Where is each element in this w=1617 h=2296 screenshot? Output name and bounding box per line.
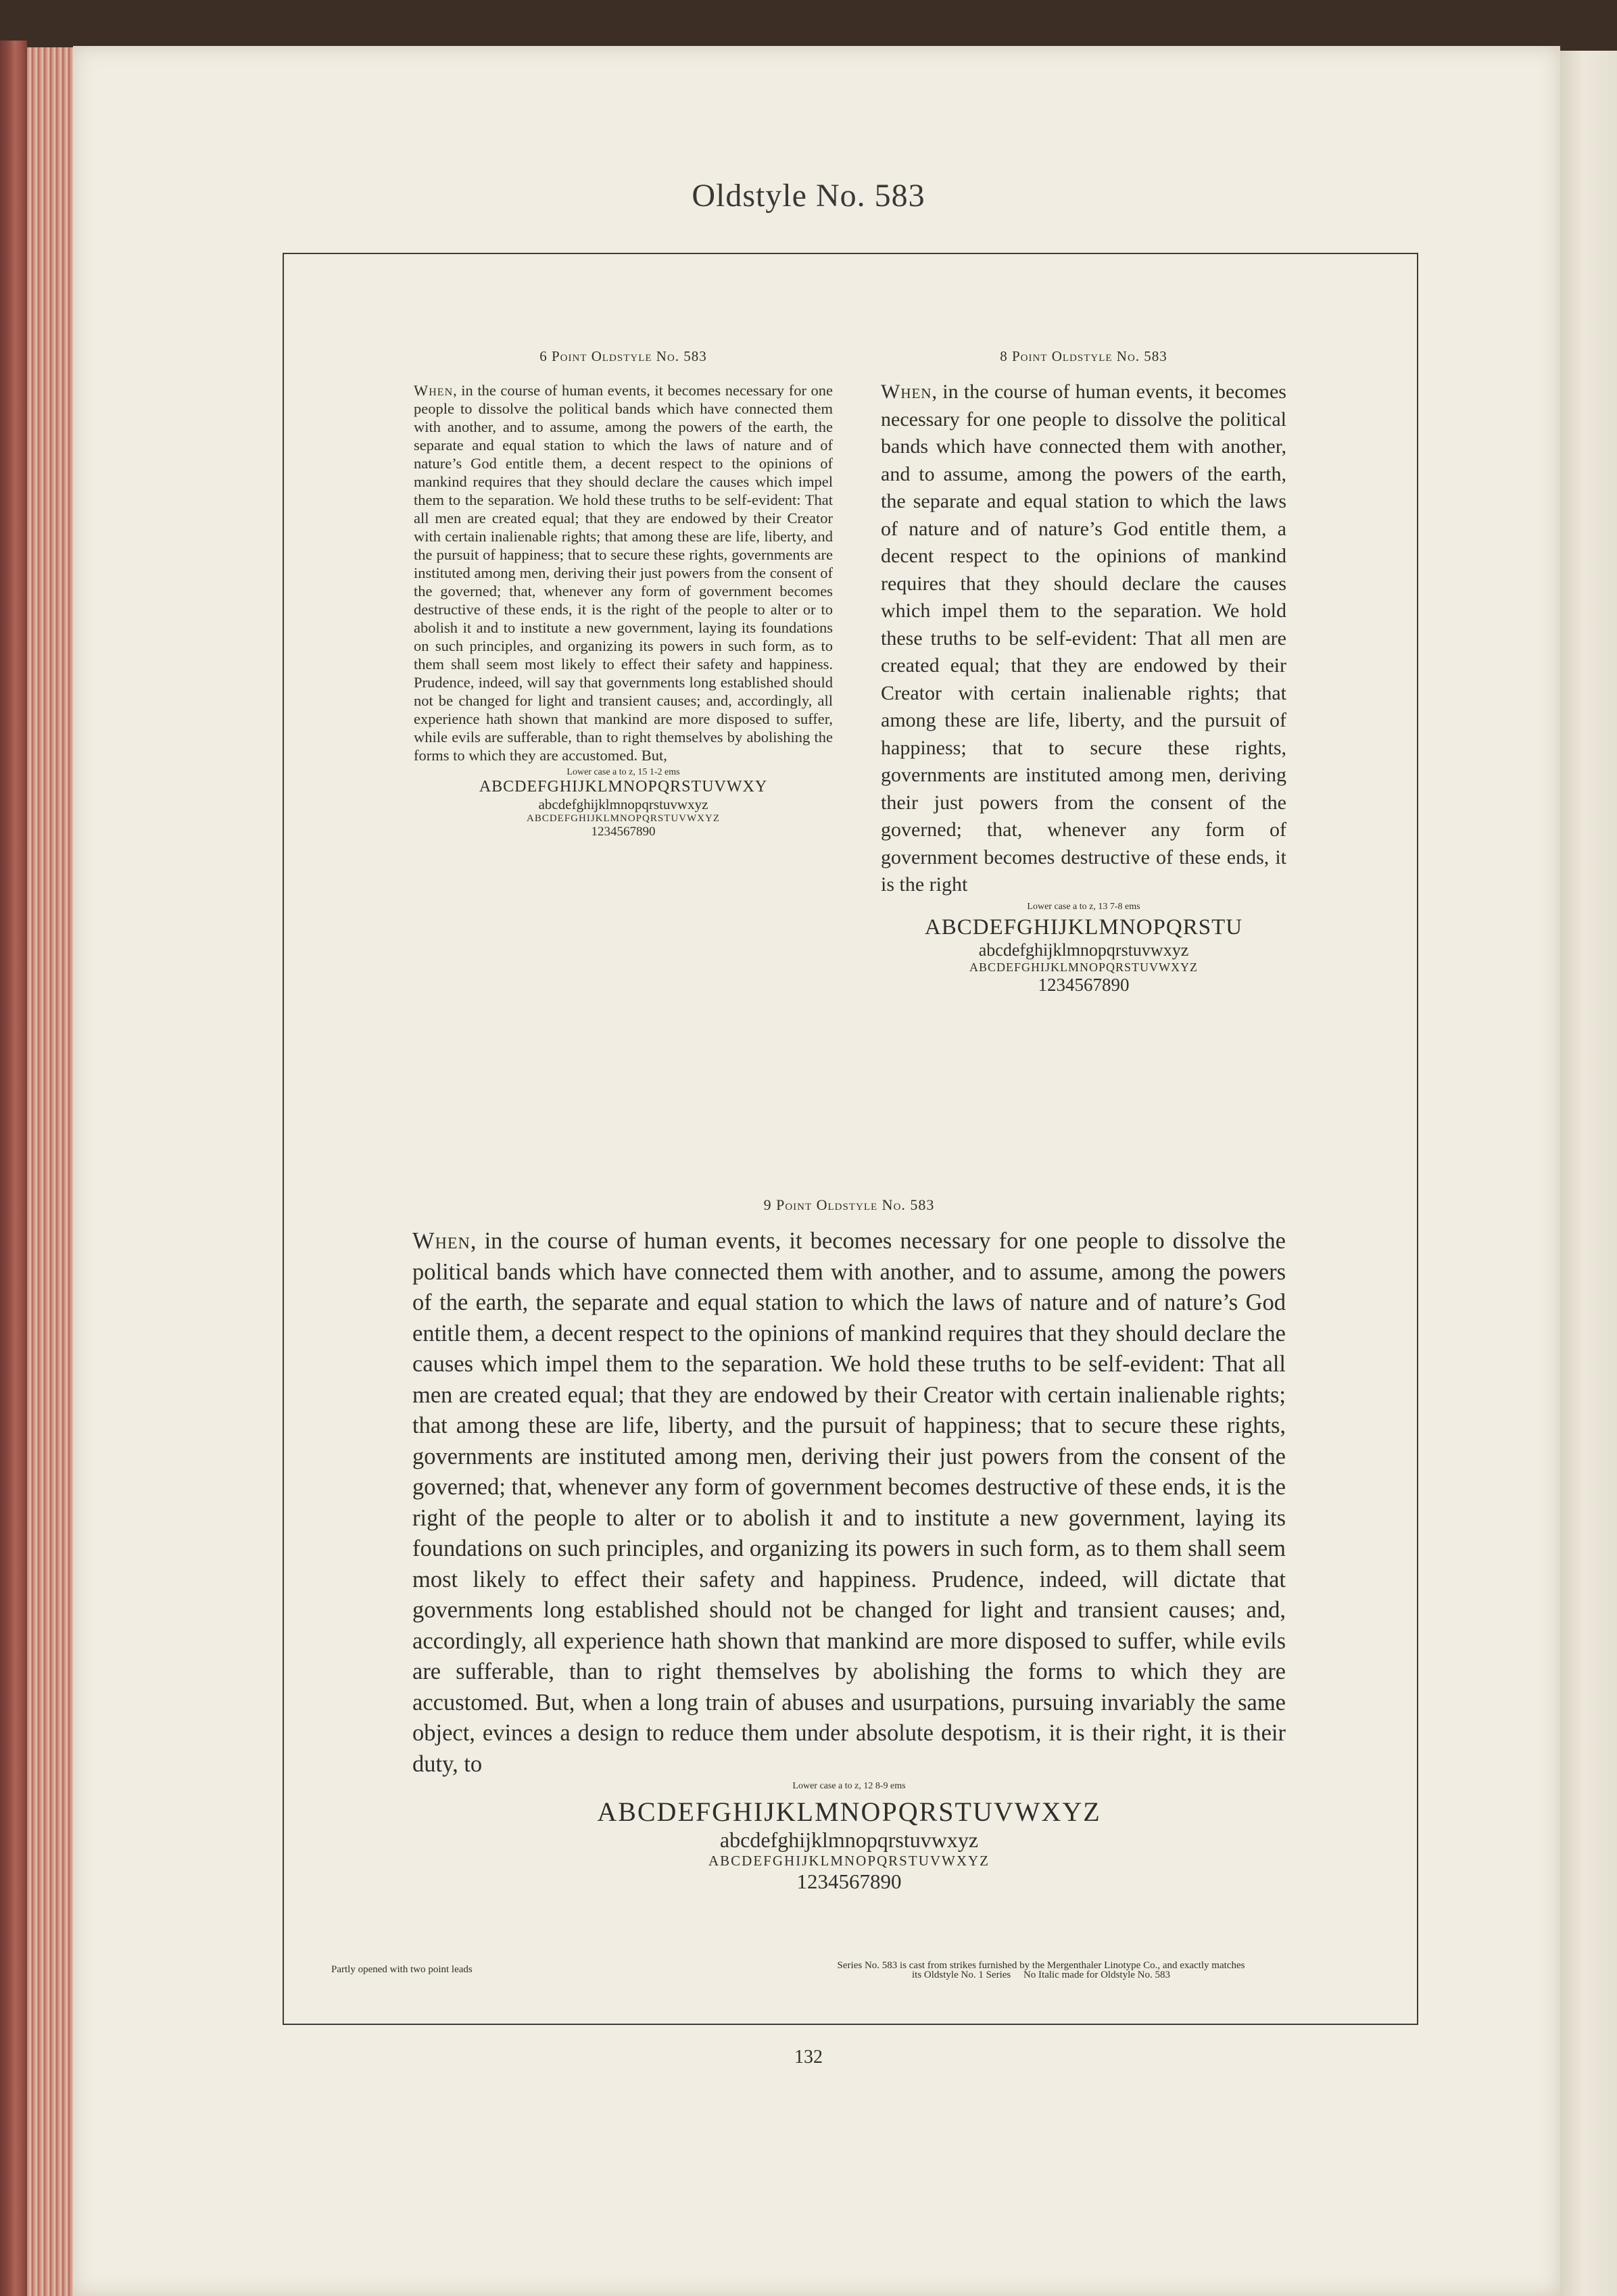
alphabet-lowercase: abcdefghijklmnopqrstuvwxyz: [978, 939, 1189, 960]
specimen-9-point: [412, 1196, 1286, 1894]
page-stack-edge: [27, 47, 74, 2296]
ems-note: Lower case a to z, 13 7-8 ems: [1027, 901, 1140, 912]
footer-note-right: [703, 1961, 1379, 1980]
specimen-body-text: [881, 378, 1286, 899]
footer-note-left: Partly opened with two point leads: [331, 1964, 473, 1975]
running-title: Oldstyle No. 583: [692, 178, 925, 214]
page-number: 132: [794, 2047, 823, 2068]
lead-word: When: [414, 382, 454, 399]
figures: 1234567890: [796, 1870, 902, 1893]
specimen-heading: 6 Point Oldstyle No. 583: [539, 348, 707, 364]
alphabet-capitals: ABCDEFGHIJKLMNOPQRSTUVWXYZ: [597, 1797, 1101, 1827]
body-text: , in the course of human events, it becomes necessary for one people to dissolve the political bands which have connected them with another, and to assume, among the powers of the earth, the separate and equal station to which the laws of nature and of nature’s God entitle them, a decent respect to the opinions of mankind requires that they should declare the causes which impel them to the separation. We hold these truths to be self-evident: That all men are created equal; that they are endowed by their Creator with certain inalienable rights; that among these are life, liberty, and the pursuit of happiness; that to secure these rights, governments are instituted among men, deriving their just powers from the consent of the governed; that, whenever any form of government becomes destructive of these ends, it is the right: [881, 381, 1286, 896]
figures: 1234567890: [1038, 974, 1130, 995]
body-text: , in the course of human events, it becomes necessary for one people to dissolve the political bands which have connected them with another, and to assume, among the powers of the earth, the separate and equal station to which the laws of nature and of nature’s God entitle them, a decent respect to the opinions of mankind requires that they should declare the causes which impel them to the separation. We hold these truths to be self-evident: That all men are created equal; that they are endowed by their Creator with certain inalienable rights; that among these are life, liberty, and the pursuit of happiness; that to secure these rights, governments are instituted among men, deriving their just powers from the consent of the governed; that, whenever any form of government becomes destructive of these ends, it is the right of the people to alter or to abolish it and to institute a new government, laying its foundations on such principles, and organizing its powers in such form, as to them shall seem most likely to effect their safety and happiness. Prudence, indeed, will dictate that governments long established should not be changed for light and transient causes; and, accordingly, all experience hath shown that mankind are more disposed to suffer, while evils are sufferable, than to right themselves by abolishing the forms to which they are accustomed. But, when a long train of abuses and usurpations, pursuing invariably the same object, evinces a design to reduce them under absolute despotism, it is their right, it is their duty, to: [412, 1228, 1286, 1777]
book-edge-binding: [0, 41, 27, 2296]
footer-note-line: Series No. 583 is cast from strikes furnished by the Mergenthaler Linotype Co., and exactly matches: [837, 1960, 1245, 1971]
specimen-body-text: [412, 1226, 1286, 1780]
footer-note-line: its Oldstyle No. 1 Series No Italic made for Oldstyle No. 583: [911, 1970, 1171, 1980]
alphabet-small-capitals: ABCDEFGHIJKLMNOPQRSTUVWXYZ: [526, 813, 720, 824]
adjacent-page-edge: [1560, 51, 1617, 2296]
alphabet-capitals: ABCDEFGHIJKLMNOPQRSTUVWXY: [479, 778, 768, 796]
alphabet-lowercase: abcdefghijklmnopqrstuvwxyz: [719, 1828, 979, 1852]
ems-note: Lower case a to z, 12 8-9 ems: [792, 1781, 906, 1791]
specimen-heading: 9 Point Oldstyle No. 583: [763, 1196, 935, 1213]
alphabet-small-capitals: ABCDEFGHIJKLMNOPQRSTUVWXYZ: [708, 1853, 990, 1869]
figures: 1234567890: [591, 825, 656, 839]
ems-note: Lower case a to z, 15 1-2 ems: [566, 767, 680, 777]
alphabet-small-capitals: ABCDEFGHIJKLMNOPQRSTUVWXYZ: [969, 960, 1198, 974]
specimen-6-point: [414, 348, 833, 839]
alphabet-lowercase: abcdefghijklmnopqrstuvwxyz: [538, 796, 708, 812]
alphabet-capitals: ABCDEFGHIJKLMNOPQRSTU: [924, 914, 1243, 939]
specimen-heading: 8 Point Oldstyle No. 583: [1000, 348, 1167, 364]
lead-word: When: [412, 1228, 470, 1254]
specimen-8-point: [881, 348, 1286, 996]
body-text: , in the course of human events, it becomes necessary for one people to dissolve the political bands which have connected them with another, and to assume, among the powers of the earth, the separate and equal station to which the laws of nature and of nature’s God entitle them, a decent respect to the opinions of mankind requires that they should declare the causes which impel them to the separation. We hold these truths to be self-evident: That all men are created equal; that they are endowed by their Creator with certain inalienable rights; that among these are life, liberty, and the pursuit of happiness; that to secure these rights, governments are instituted among men, deriving their just powers from the consent of the governed; that, whenever any form of government becomes destructive of these ends, it is the right of the people to alter or to abolish it and to institute a new government, laying its foundations on such principles, and organizing its powers in such form, as to them shall seem most likely to effect their safety and happiness. Prudence, indeed, will say that governments long established should not be changed for light and transient causes; and, accordingly, all experience hath shown that mankind are more disposed to suffer, while evils are sufferable, than to right themselves by abolishing the forms to which they are accustomed. But,: [414, 382, 833, 764]
specimen-body-text: [414, 381, 833, 764]
lead-word: When: [881, 381, 932, 403]
